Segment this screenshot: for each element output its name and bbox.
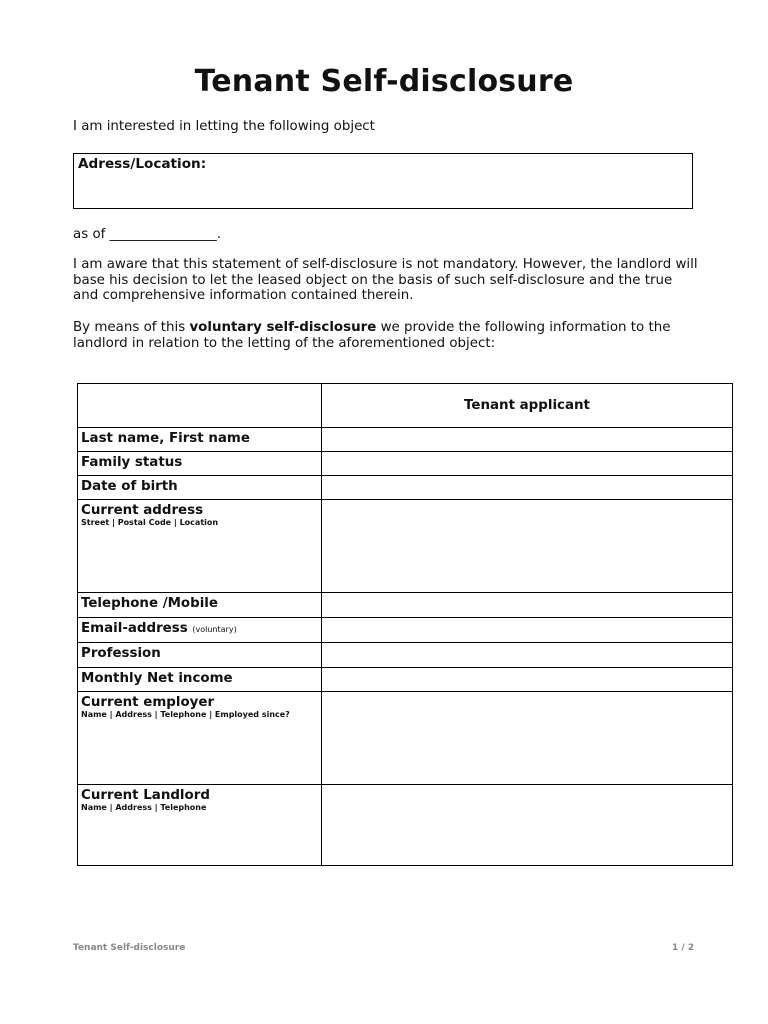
row-label-monthly-net-income: Monthly Net income xyxy=(81,671,233,686)
as-of-line: as of ________________. xyxy=(73,227,221,242)
address-location-box[interactable] xyxy=(73,153,693,209)
purpose-text-start: By means of this xyxy=(73,320,190,335)
current-address-hint: Street | Postal Code | Location xyxy=(81,518,219,527)
table-row xyxy=(78,500,733,593)
purpose-text-end: we provide the following information to the landlord in relation to the letting of the aforementioned object: xyxy=(73,320,671,351)
intro-text: I am interested in letting the following object xyxy=(73,119,375,134)
footer-page-number: 1 / 2 xyxy=(672,943,695,953)
email-voluntary-note: (voluntary) xyxy=(192,625,237,634)
disclaimer-paragraph: I am aware that this statement of self-disclosure is not mandatory. However, the landlord will base his decision to let the leased object on the basis of such self-disclosure and the true and comprehensive information contained therein. xyxy=(73,257,698,304)
table-row xyxy=(78,593,733,618)
tenant-applicant-header: Tenant applicant xyxy=(322,384,733,428)
table-row xyxy=(78,785,733,866)
row-label-telephone: Telephone /Mobile xyxy=(81,596,218,611)
input-monthly-net-income[interactable] xyxy=(322,668,733,692)
table-row xyxy=(78,668,733,692)
document-title: Tenant Self-disclosure xyxy=(194,64,574,99)
row-label-current-address: Current address xyxy=(81,503,204,518)
table-row xyxy=(78,476,733,500)
row-label-current-landlord: Current Landlord xyxy=(81,788,210,803)
table-row xyxy=(78,643,733,668)
row-label-current-employer: Current employer xyxy=(81,695,215,710)
purpose-text-bold: voluntary self-disclosure xyxy=(189,320,377,335)
input-email[interactable] xyxy=(322,618,733,643)
row-label-last-first-name: Last name, First name xyxy=(81,431,250,446)
tenant-info-table xyxy=(77,383,733,866)
purpose-paragraph xyxy=(73,320,698,351)
input-family-status[interactable] xyxy=(322,452,733,476)
footer-document-title: Tenant Self-disclosure xyxy=(73,943,186,953)
row-label-date-of-birth: Date of birth xyxy=(81,479,178,494)
address-location-label: Adress/Location: xyxy=(78,156,207,172)
input-profession[interactable] xyxy=(322,643,733,668)
email-label-text: Email-address xyxy=(81,621,188,636)
input-last-first-name[interactable] xyxy=(322,428,733,452)
table-row xyxy=(78,452,733,476)
input-current-employer[interactable] xyxy=(322,692,733,785)
input-current-address[interactable] xyxy=(322,500,733,593)
current-landlord-hint: Name | Address | Telephone xyxy=(81,803,207,812)
header-empty-cell xyxy=(78,384,322,428)
row-label-profession: Profession xyxy=(81,646,161,661)
input-telephone[interactable] xyxy=(322,593,733,618)
row-label-email xyxy=(81,618,318,637)
row-label-family-status: Family status xyxy=(81,455,183,470)
table-row xyxy=(78,692,733,785)
input-date-of-birth[interactable] xyxy=(322,476,733,500)
current-employer-hint: Name | Address | Telephone | Employed since? xyxy=(81,710,290,719)
input-current-landlord[interactable] xyxy=(322,785,733,866)
table-header-row xyxy=(78,384,733,428)
table-row xyxy=(78,618,733,643)
table-row xyxy=(78,428,733,452)
